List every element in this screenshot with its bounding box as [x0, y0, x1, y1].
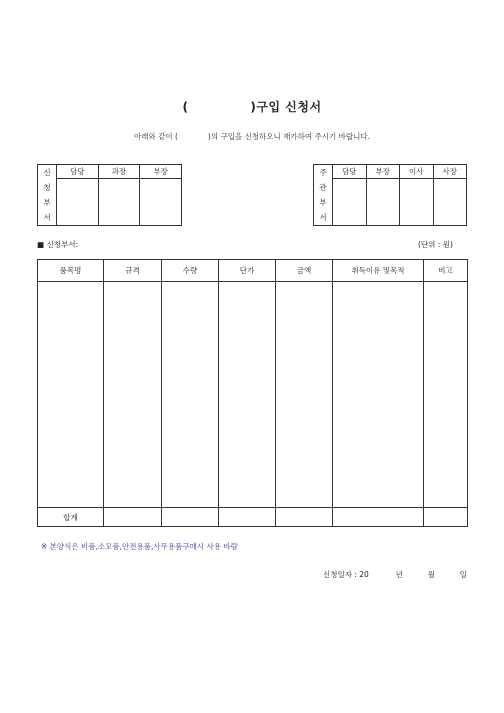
table-body-row	[38, 282, 468, 508]
intro-before: 아래와 같이 (	[133, 132, 178, 141]
signature-cell[interactable]	[433, 179, 467, 226]
side-char: 부	[43, 198, 51, 207]
remarks-cell[interactable]	[424, 282, 468, 508]
date-year: 년	[395, 570, 403, 579]
total-cell[interactable]	[333, 508, 424, 527]
title-open: (	[182, 100, 189, 114]
items-table	[37, 259, 468, 527]
approval-header: 과장	[98, 165, 140, 179]
approval-header: 부장	[140, 165, 182, 179]
signature-cell[interactable]	[333, 179, 367, 226]
approval-header: 담당	[57, 165, 99, 179]
approval-header: 담당	[333, 165, 367, 179]
column-header: 단가	[219, 260, 276, 282]
side-char: 서	[319, 213, 327, 222]
approval-header: 사장	[433, 165, 467, 179]
signature-cell[interactable]	[400, 179, 434, 226]
table-header-row	[38, 260, 468, 282]
date-label: 신청일자 : 20	[323, 570, 369, 579]
usage-note: ※ 본양식은 비품,소모품,안전용품,사무용품구매시 사용 바람	[41, 542, 238, 551]
total-cell[interactable]	[162, 508, 219, 527]
side-char: 부	[319, 198, 327, 207]
unit-price-cell[interactable]	[219, 282, 276, 508]
unit-label: (단위 : 원)	[418, 240, 453, 249]
total-cell[interactable]	[104, 508, 162, 527]
signature-cell[interactable]	[140, 179, 182, 226]
column-header: 비고	[424, 260, 468, 282]
date-month: 월	[427, 570, 435, 579]
spec-cell[interactable]	[104, 282, 162, 508]
amount-cell[interactable]	[276, 282, 333, 508]
intro-after: )의 구입을 신청하오니 재가하여 주시기 바랍니다.	[207, 132, 371, 141]
approval-header: 부장	[366, 165, 400, 179]
quantity-cell[interactable]	[162, 282, 219, 508]
side-char: 청	[43, 183, 51, 192]
approval-header: 이사	[400, 165, 434, 179]
column-header: 수량	[162, 260, 219, 282]
side-char: 주	[319, 168, 327, 177]
column-header: 규격	[104, 260, 162, 282]
signature-cell[interactable]	[57, 179, 99, 226]
side-char: 서	[43, 213, 51, 222]
signature-cell[interactable]	[98, 179, 140, 226]
signature-cell[interactable]	[366, 179, 400, 226]
managing-side-label	[314, 165, 333, 226]
column-header: 금액	[276, 260, 333, 282]
total-cell[interactable]	[219, 508, 276, 527]
managing-approval-box	[313, 164, 467, 226]
total-row	[38, 508, 468, 527]
side-char: 관	[319, 183, 327, 192]
item-name-cell[interactable]	[38, 282, 104, 508]
column-header: 취득이유 및목적	[333, 260, 424, 282]
document-title	[0, 98, 504, 115]
applicant-department-label: ■ 신청부서:	[37, 240, 78, 249]
total-cell[interactable]	[276, 508, 333, 527]
side-char: 신	[43, 168, 51, 177]
intro-text	[0, 131, 504, 142]
applicant-side-label	[38, 165, 57, 226]
applicant-approval-box	[37, 164, 182, 226]
total-cell[interactable]	[424, 508, 468, 527]
date-day: 일	[459, 570, 467, 579]
total-label: 합계	[38, 508, 104, 527]
title-close: )구입 신청서	[250, 100, 322, 114]
application-date	[323, 569, 467, 580]
reason-cell[interactable]	[333, 282, 424, 508]
column-header: 품목명	[38, 260, 104, 282]
